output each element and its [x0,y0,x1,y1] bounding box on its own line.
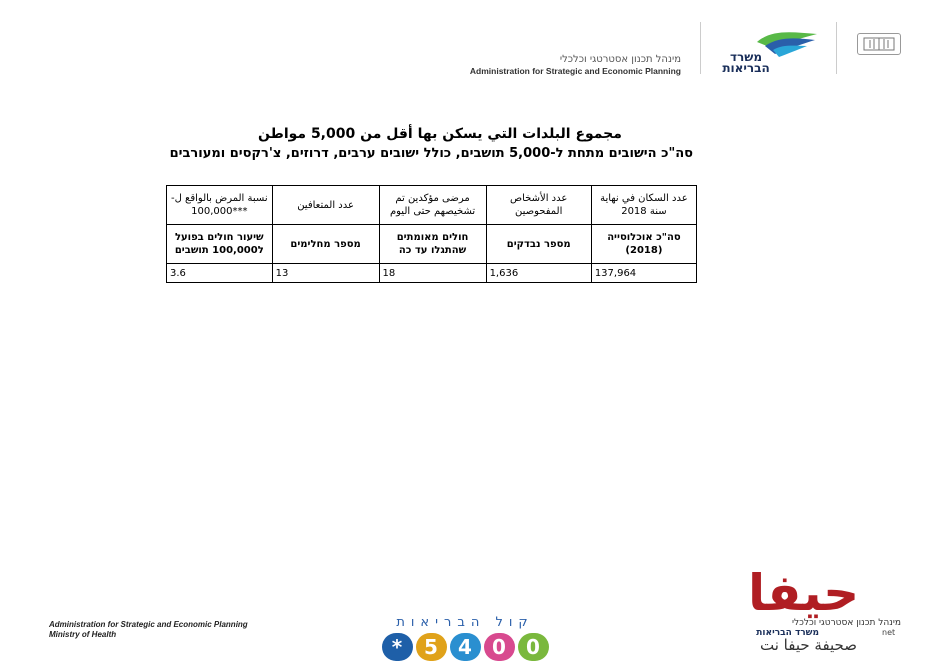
table-value-cell: 13 [272,264,379,283]
table-header-cell: שיעור חולים בפועל ל100,000 תושבים [167,225,273,264]
table-header-cell: عدد المتعافين [272,186,379,225]
footer-ministry-hebrew: משרד הבריאות [756,628,819,638]
table-header-cell: عدد الأشخاص المفحوصين [486,186,591,225]
haifa-net-suffix: net [882,628,896,637]
table-row-values [167,264,697,283]
hotline-digit: 5 [416,633,447,661]
hotline-digit: 4 [450,633,481,661]
footer-admin-english: Administration for Strategic and Economic Planning [49,620,248,629]
table-header-cell: מספר נבדקים [486,225,591,264]
table-header-cell: عدد السكان في نهاية سنة 2018 [591,186,696,225]
table-value-cell: 1,636 [486,264,591,283]
haifa-net-logo: حيفا [748,564,860,622]
table-header-cell: חולים מאומתים שהתגלו עד כה [379,225,486,264]
table-value-cell: 18 [379,264,486,283]
header-divider [836,22,837,74]
header-admin-hebrew: מינהל תכנון אסטרטגי וכלכלי [559,54,681,65]
statistics-table [166,185,697,283]
footer-admin-hebrew: מינהל תכנון אסטרטגי וכלכלי [791,618,901,628]
hotline-digit: 0 [518,633,549,661]
haifa-net-tagline: صحيفة حيفا نت [760,636,857,654]
state-emblem-icon [857,33,901,55]
table-value-cell: 137,964 [591,264,696,283]
hotline-number [380,633,550,663]
footer-ministry-english: Ministry of Health [49,630,117,639]
page-subtitle-hebrew: סה"כ הישובים מתחת ל-5,000 תושבים, כולל ישובים ערבים, דרוזים, צ'רקסים ומעורבים [169,146,693,161]
hotline-digit: * [382,633,413,661]
header-admin-english: Administration for Strategic and Economic Planning [469,66,681,76]
table-header-cell: مرضى مؤكدين تم تشخيصهم حتى اليوم [379,186,486,225]
table-header-cell: نسبة المرض بالواقع ل- ***100,000 [167,186,273,225]
table-header-cell: מספר מחלימים [272,225,379,264]
table-row-arabic-headers [167,186,697,225]
ministry-logo-text: משרד הבריאות [722,50,770,75]
header-divider [700,22,701,74]
hotline-digit: 0 [484,633,515,661]
table-value-cell: 3.6 [167,264,273,283]
hotline-label: קול הבריאות [396,615,534,630]
table-header-cell: סה"כ אוכלוסייה (2018) [591,225,696,264]
page-title-arabic: مجموع البلدات التي يسكن بها أقل من 5,000 مواطن [258,126,622,142]
table-row-hebrew-headers [167,225,697,264]
